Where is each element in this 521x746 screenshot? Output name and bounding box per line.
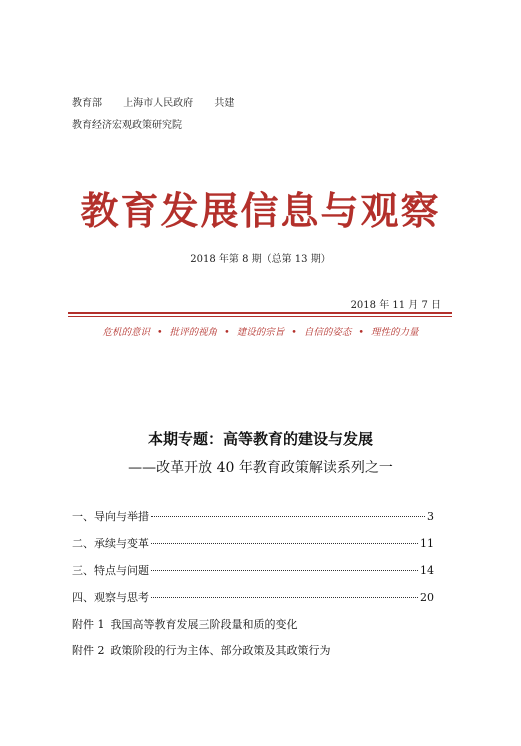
co-publishers [72,94,252,109]
publisher-shanghai-government: 上海市人民政府 [123,98,194,109]
toc-leader-dots [151,597,418,598]
issue-subtitle: ——改革开放 40 年教育政策解读系列之一 [128,460,393,476]
toc-entry[interactable] [72,508,434,535]
appendix-title: 政策阶段的行为主体、部分政策及其政策行为 [110,644,331,657]
toc-entry-label: 三、特点与问题 [72,564,149,577]
motto-separator: • [291,327,297,338]
publication-date: 2018 年 11 月 7 日 [350,300,441,311]
appendix-1[interactable] [72,616,298,632]
co-built-label: 共建 [214,98,235,109]
research-institute: 教育经济宏观政策研究院 [72,120,182,131]
toc-page-number: 3 [427,510,434,523]
publisher-moe: 教育部 [72,98,102,109]
appendix-2[interactable] [72,642,331,658]
motto-line [0,324,521,338]
motto-item: 自信的姿态 [303,327,352,338]
toc-leader-dots [151,543,418,544]
toc-entry-label: 四、观察与思考 [72,591,149,604]
motto-item: 批评的视角 [169,327,218,338]
publication-title: 教育发展信息与观察 [80,188,441,233]
table-of-contents [72,508,434,616]
toc-entry[interactable] [72,562,434,589]
appendix-tag: 附件 1 [72,618,105,631]
toc-page-number: 11 [420,537,434,550]
issue-number: 2018 年第 8 期（总第 13 期） [190,254,331,265]
toc-leader-dots [151,516,425,517]
toc-entry[interactable] [72,589,434,616]
appendix-tag: 附件 2 [72,644,105,657]
motto-item: 危机的意识 [102,327,150,338]
masthead-rule-thick [68,312,452,314]
toc-entry[interactable] [72,535,434,562]
motto-separator: • [224,327,230,338]
masthead-rule-thin [68,316,452,317]
toc-entry-label: 二、承续与变革 [72,537,149,550]
motto-separator: • [157,327,163,338]
toc-page-number: 20 [420,591,434,604]
appendix-title: 我国高等教育发展三阶段量和质的变化 [110,618,298,631]
toc-leader-dots [151,570,418,571]
motto-item: 理性的力量 [370,327,419,338]
motto-item: 建设的宗旨 [236,327,285,338]
motto-separator: • [358,327,364,338]
toc-entry-label: 一、导向与举措 [72,510,149,523]
toc-page-number: 14 [420,564,434,577]
issue-topic: 本期专题：高等教育的建设与发展 [147,430,373,448]
